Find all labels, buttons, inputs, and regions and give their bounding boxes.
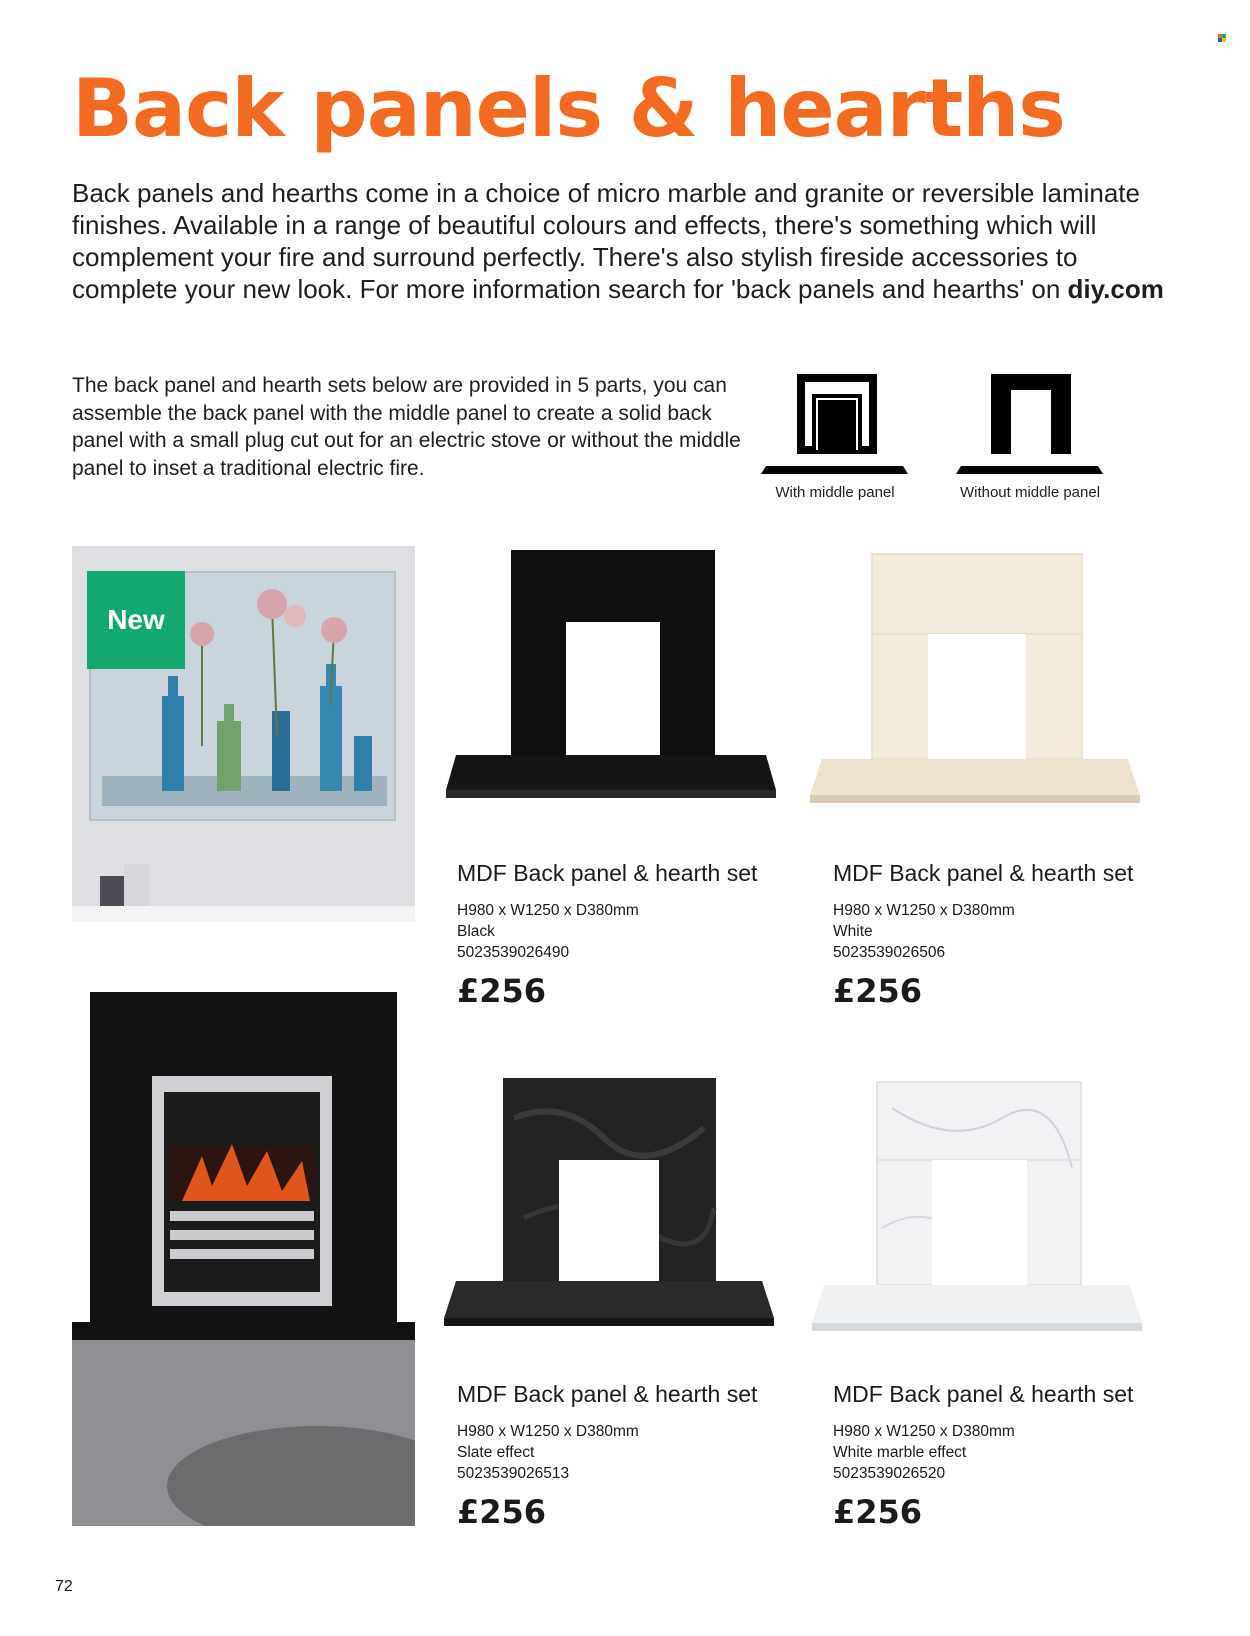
product-price: £256	[833, 972, 923, 1010]
product-code: 5023539026490	[457, 944, 570, 961]
diagram-with-middle-panel	[760, 374, 910, 476]
product-code: 5023539026520	[833, 1465, 946, 1482]
product-size: H980 x W1250 x D380mm	[833, 902, 1015, 919]
product-image-black	[446, 550, 786, 820]
product-price: £256	[457, 972, 547, 1010]
product-size: H980 x W1250 x D380mm	[457, 1423, 639, 1440]
product-size: H980 x W1250 x D380mm	[833, 1423, 1015, 1440]
lifestyle-fireplace-image	[72, 546, 415, 1526]
parts-description: The back panel and hearth sets below are provided in 5 parts, you can assemble the back panel with the middle panel to create a solid back panel with a small plug cut out for an electric stove or without the middle panel to inset a traditional electric fire.	[72, 374, 741, 480]
product-price: £256	[457, 1493, 547, 1531]
product-price: £256	[833, 1493, 923, 1531]
brand-logo-icon	[1218, 34, 1226, 42]
intro-text: Back panels and hearths come in a choice of micro marble and granite or reversible laminate finishes. Available in a range of beautiful colours and effects, there's something which will complement your fire and surround perfectly. There's also stylish fireside accessories to complete your new look. For more information search for 'back panels and hearths' on	[72, 178, 1140, 304]
product-name: MDF Back panel & hearth set	[457, 860, 758, 886]
product-name: MDF Back panel & hearth set	[833, 1381, 1134, 1407]
diagram-caption-with-middle-panel: With middle panel	[775, 484, 895, 501]
product-size: H980 x W1250 x D380mm	[457, 902, 639, 919]
intro-paragraph	[72, 177, 1182, 305]
diagram-without-middle-panel	[955, 374, 1105, 476]
page-number: 72	[55, 1578, 73, 1595]
product-name: MDF Back panel & hearth set	[833, 860, 1134, 886]
page-title: Back panels & hearths	[72, 62, 1065, 155]
product-name: MDF Back panel & hearth set	[457, 1381, 758, 1407]
product-image-white-marble	[812, 1078, 1152, 1348]
new-badge: New	[87, 571, 185, 669]
product-code: 5023539026506	[833, 944, 946, 961]
product-code: 5023539026513	[457, 1465, 570, 1482]
product-image-slate	[444, 1078, 784, 1348]
product-finish: White	[833, 923, 873, 940]
product-image-white	[810, 550, 1150, 820]
product-finish: Black	[457, 923, 495, 940]
diagram-caption-without-middle-panel: Without middle panel	[959, 484, 1101, 501]
product-code-finish: Slate effect	[457, 1444, 535, 1461]
website-link[interactable]: diy.com	[1067, 274, 1164, 304]
product-finish: White marble effect	[833, 1444, 967, 1461]
